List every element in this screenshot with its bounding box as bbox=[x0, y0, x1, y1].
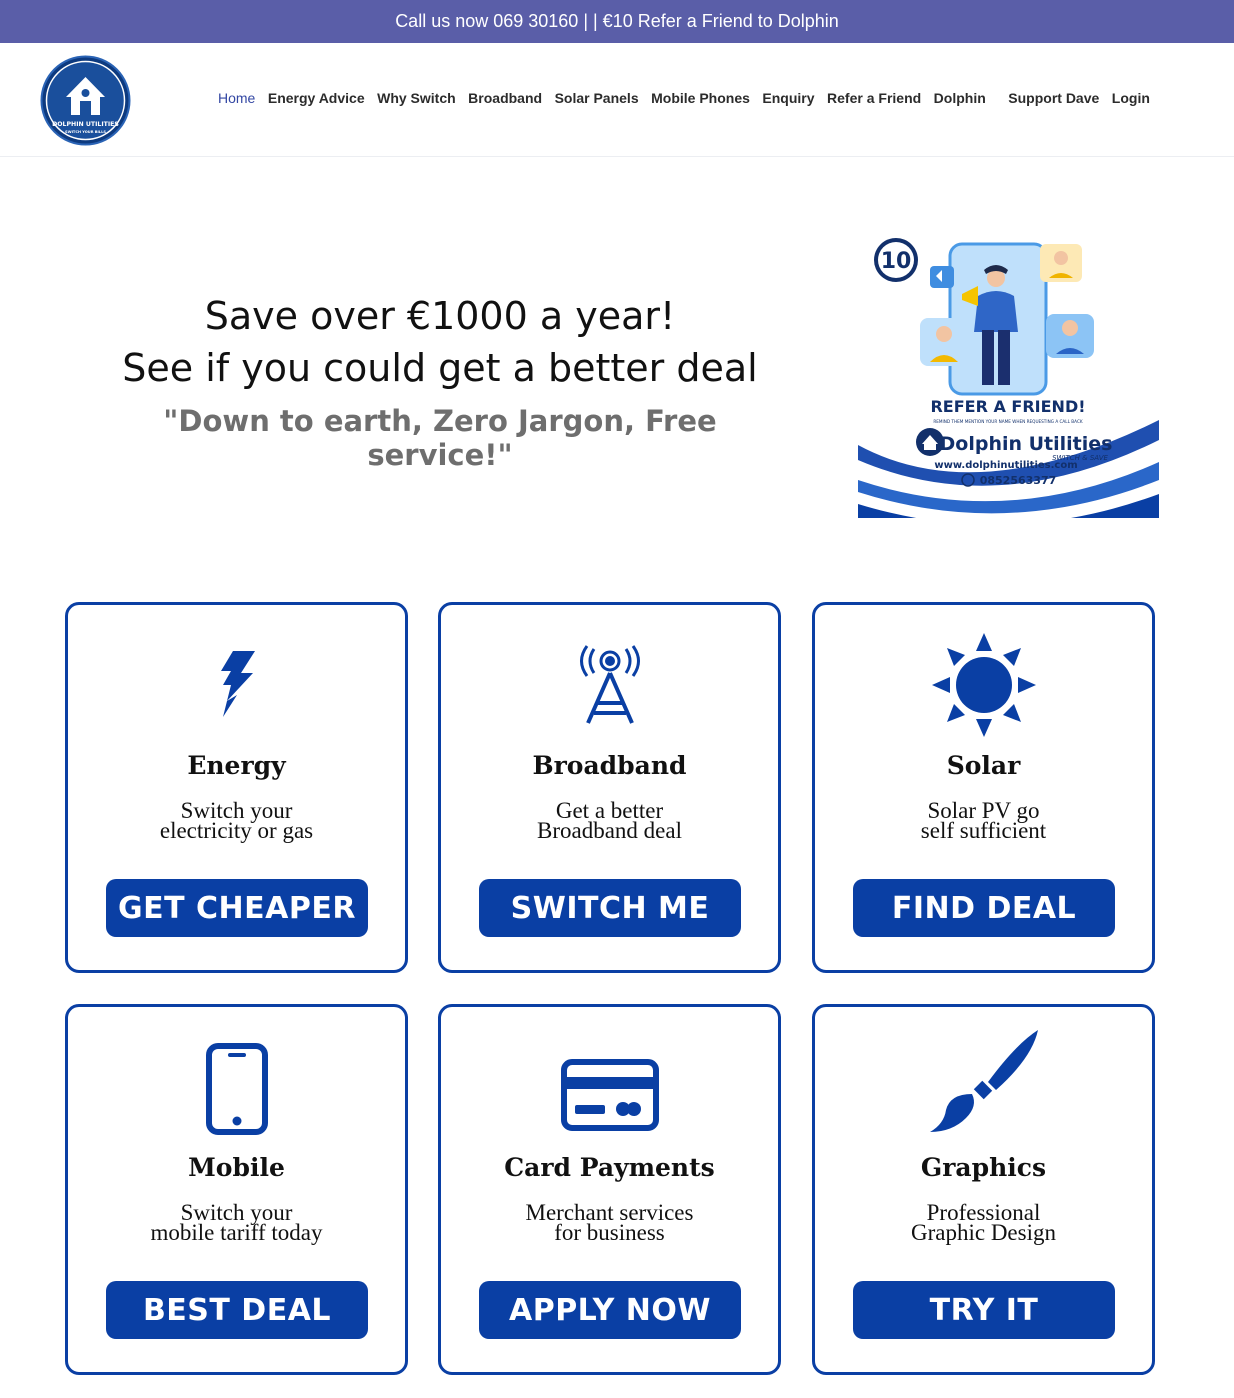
nav-login[interactable]: Login bbox=[1111, 90, 1150, 106]
paintbrush-icon bbox=[815, 1031, 1152, 1131]
nav-energy-advice[interactable]: Energy Advice bbox=[267, 90, 365, 106]
nav-support-dave[interactable]: Support Dave bbox=[1008, 90, 1100, 106]
hero-headline-2: See if you could get a better deal bbox=[122, 346, 758, 390]
svg-text:SWITCH YOUR BILLS: SWITCH YOUR BILLS bbox=[65, 130, 106, 134]
card-title: Solar bbox=[946, 751, 1021, 780]
service-card-solar bbox=[812, 602, 1155, 973]
hero-subtitle: "Down to earth, Zero Jargon, Free service!" bbox=[163, 404, 717, 472]
nav-why-switch[interactable]: Why Switch bbox=[377, 90, 456, 106]
promo-badge: 10 bbox=[880, 249, 912, 274]
site-header bbox=[0, 43, 1234, 157]
promo-phone: 0852563377 bbox=[979, 474, 1057, 487]
find-deal-button[interactable]: FIND DEAL bbox=[853, 879, 1115, 937]
hero-section bbox=[100, 290, 780, 472]
card-description: Solar PV go self sufficient bbox=[920, 798, 1047, 843]
nav-enquiry[interactable]: Enquiry bbox=[762, 90, 815, 106]
promo-small-print: REMIND THEM MENTION YOUR NAME WHEN REQUESTING A CALL BACK bbox=[933, 419, 1083, 424]
refer-a-friend-promo-image[interactable] bbox=[858, 230, 1159, 518]
dolphin-utilities-logo[interactable] bbox=[40, 55, 131, 146]
switch-me-button[interactable]: SWITCH ME bbox=[479, 879, 741, 937]
hero-headline-1: Save over €1000 a year! bbox=[204, 294, 676, 338]
nav-dolphin[interactable]: Dolphin bbox=[933, 90, 986, 106]
nav-solar-panels[interactable]: Solar Panels bbox=[554, 90, 639, 106]
promo-website: www.dolphinutilities.com bbox=[934, 460, 1078, 471]
announcement-bar bbox=[0, 0, 1234, 43]
promo-brand: Dolphin Utilities bbox=[939, 433, 1113, 455]
sun-icon bbox=[815, 635, 1152, 735]
best-deal-button[interactable]: BEST DEAL bbox=[106, 1281, 368, 1339]
card-title: Card Payments bbox=[504, 1153, 715, 1182]
nav-mobile-phones[interactable]: Mobile Phones bbox=[651, 90, 750, 106]
apply-now-button[interactable]: APPLY NOW bbox=[479, 1281, 741, 1339]
refer-a-friend-illustration bbox=[858, 230, 1159, 518]
nav-refer-a-friend[interactable]: Refer a Friend bbox=[827, 90, 922, 106]
mobile-phone-icon bbox=[68, 1039, 405, 1139]
service-card-energy bbox=[65, 602, 408, 973]
card-description: Merchant services for business bbox=[525, 1200, 694, 1245]
card-title: Mobile bbox=[188, 1153, 285, 1182]
antenna-icon bbox=[441, 635, 778, 735]
promo-headline: REFER A FRIEND! bbox=[930, 397, 1086, 416]
service-card-broadband bbox=[438, 602, 781, 973]
promo-brand-tag: SWITCH & SAVE bbox=[1052, 454, 1108, 462]
credit-card-icon bbox=[441, 1045, 778, 1145]
card-description: Switch your electricity or gas bbox=[159, 798, 314, 843]
card-description: Get a better Broadband deal bbox=[537, 798, 682, 843]
get-cheaper-button[interactable]: GET CHEAPER bbox=[106, 879, 368, 937]
main-nav bbox=[218, 90, 1162, 106]
service-card-graphics bbox=[812, 1004, 1155, 1375]
svg-text:DOLPHIN UTILITIES: DOLPHIN UTILITIES bbox=[52, 121, 119, 128]
try-it-button[interactable]: TRY IT bbox=[853, 1281, 1115, 1339]
card-title: Energy bbox=[187, 751, 286, 780]
service-card-mobile bbox=[65, 1004, 408, 1375]
nav-home[interactable]: Home bbox=[218, 90, 256, 106]
card-title: Broadband bbox=[532, 751, 687, 780]
card-title: Graphics bbox=[920, 1153, 1047, 1182]
announcement-text: Call us now 069 30160 | | €10 Refer a Friend to Dolphin bbox=[395, 11, 839, 31]
service-card-card-payments bbox=[438, 1004, 781, 1375]
card-description: Switch your mobile tariff today bbox=[150, 1200, 323, 1245]
card-description: Professional Graphic Design bbox=[911, 1200, 1056, 1245]
lightning-icon bbox=[68, 635, 405, 735]
nav-broadband[interactable]: Broadband bbox=[468, 90, 543, 106]
